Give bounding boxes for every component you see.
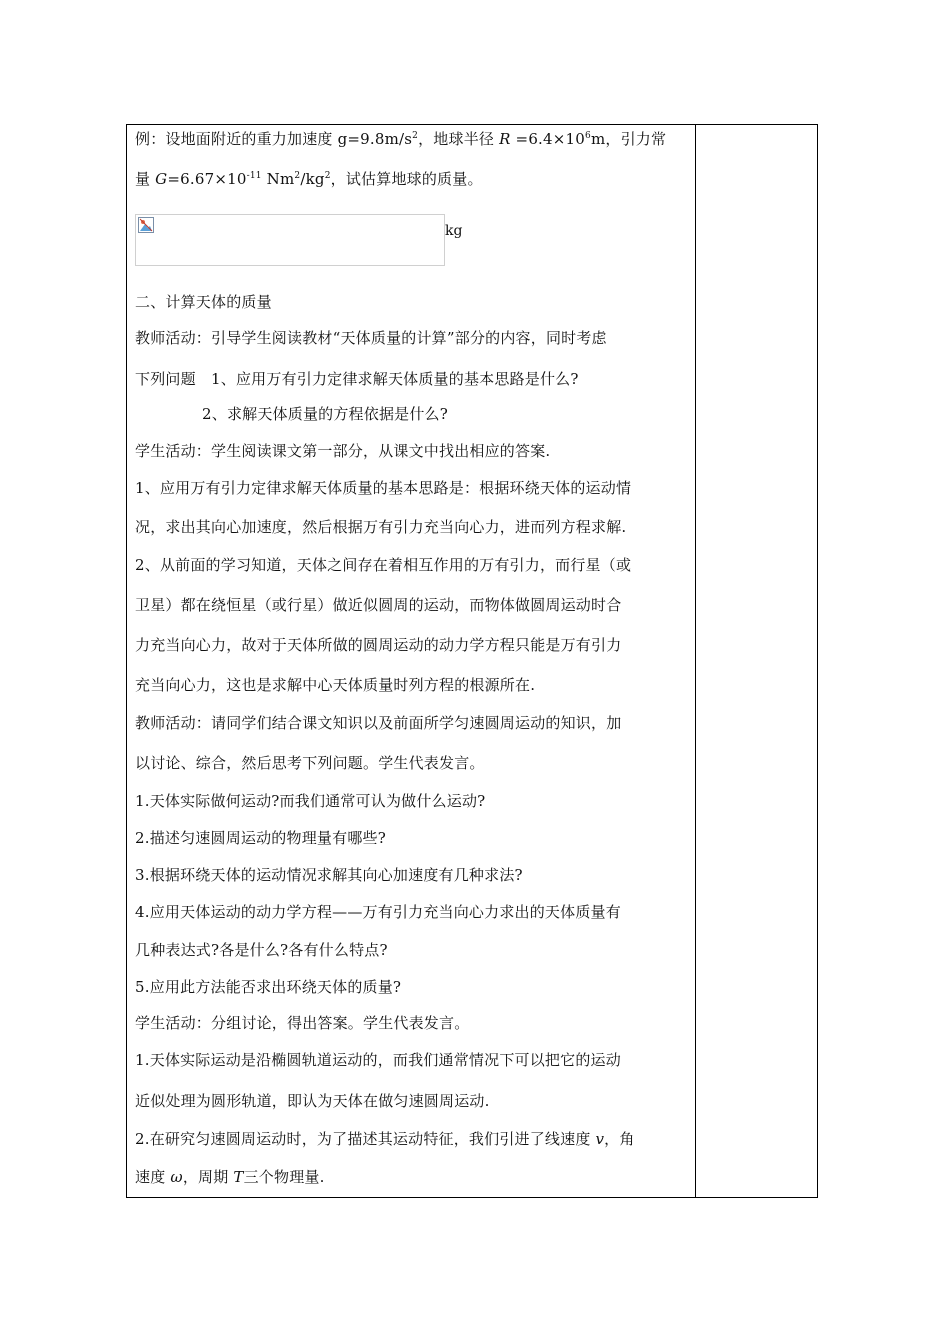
column-divider bbox=[695, 125, 696, 1197]
text-line: 教师活动：引导学生阅读教材“天体质量的计算”部分的内容，同时考虑 bbox=[135, 329, 607, 347]
R-exponent: 6 bbox=[585, 131, 591, 141]
G-exponent: -11 bbox=[246, 171, 262, 181]
symbol-R: R bbox=[499, 130, 511, 148]
section-heading: 二、计算天体的质量 bbox=[135, 293, 272, 311]
list-item: 2.在研究匀速圆周运动时，为了描述其运动特征，我们引进了线速度 v，角 bbox=[135, 1130, 635, 1148]
text-line: 1、应用万有引力定律求解天体质量的基本思路是：根据环绕天体的运动情 bbox=[135, 479, 632, 497]
text-line: 况，求出其向心加速度，然后根据万有引力充当向心力，进而列方程求解. bbox=[135, 518, 627, 536]
text-line: 近似处理为圆形轨道，即认为天体在做匀速圆周运动. bbox=[135, 1092, 490, 1110]
example-line-1: 例：设地面附近的重力加速度 $g=9.8m/s^2$，地球半径 $R =6.4\times 10^6m$，引力常 bbox=[135, 130, 667, 148]
list-item: 1.天体实际运动是沿椭圆轨道运动的，而我们通常情况下可以把它的运动 bbox=[135, 1051, 621, 1069]
text-line: 充当向心力，这也是求解中心天体质量时列方程的根源所在. bbox=[135, 676, 536, 694]
result-unit: kg bbox=[445, 223, 463, 239]
list-item: 4.应用天体运动的动力学方程——万有引力充当向心力求出的天体质量有 bbox=[135, 903, 621, 921]
text-line: 2、求解天体质量的方程依据是什么? bbox=[202, 405, 448, 423]
formula-image-placeholder bbox=[135, 214, 445, 266]
symbol-G: G bbox=[155, 170, 168, 188]
text-line: 速度 ω，周期 T三个物理量. bbox=[135, 1168, 325, 1186]
broken-image-icon bbox=[138, 217, 154, 233]
text-line: 教师活动：请同学们结合课文知识以及前面所学匀速圆周运动的知识，加 bbox=[135, 714, 622, 732]
text-line: 力充当向心力，故对于天体所做的圆周运动的动力学方程只能是万有引力 bbox=[135, 636, 622, 654]
example-line-2: 量 $G=6.67\times 10^{-11}$ $Nm^2/kg^2$，试估算地球的质量。 bbox=[135, 170, 483, 188]
text-line: 以讨论、综合，然后思考下列问题。学生代表发言。 bbox=[135, 754, 485, 772]
symbol-T: T bbox=[233, 1168, 244, 1186]
symbol-omega: ω bbox=[170, 1168, 183, 1186]
symbol-v: v bbox=[595, 1130, 605, 1148]
g-exponent: 2 bbox=[412, 131, 419, 141]
list-item: 2.描述匀速圆周运动的物理量有哪些? bbox=[135, 829, 386, 847]
example-label: 例：设地面附近的重力加速度 g=9.8m/s bbox=[135, 130, 413, 148]
text-line: 卫星）都在绕恒星（或行星）做近似圆周的运动，而物体做圆周运动时合 bbox=[135, 596, 622, 614]
text-line: 下列问题 1、应用万有引力定律求解天体质量的基本思路是什么? bbox=[135, 370, 579, 388]
text-line: 学生活动：学生阅读课文第一部分，从课文中找出相应的答案. bbox=[135, 442, 551, 460]
text-line: 2、从前面的学习知道，天体之间存在着相互作用的万有引力，而行星（或 bbox=[135, 556, 632, 574]
text-line: 学生活动：分组讨论，得出答案。学生代表发言。 bbox=[135, 1014, 470, 1032]
lesson-table bbox=[126, 124, 818, 1198]
text-line: 几种表达式?各是什么?各有什么特点? bbox=[135, 941, 388, 959]
list-item: 1.天体实际做何运动?而我们通常可认为做什么运动? bbox=[135, 792, 486, 810]
list-item: 5.应用此方法能否求出环绕天体的质量? bbox=[135, 978, 402, 996]
list-item: 3.根据环绕天体的运动情况求解其向心加速度有几种求法? bbox=[135, 866, 523, 884]
